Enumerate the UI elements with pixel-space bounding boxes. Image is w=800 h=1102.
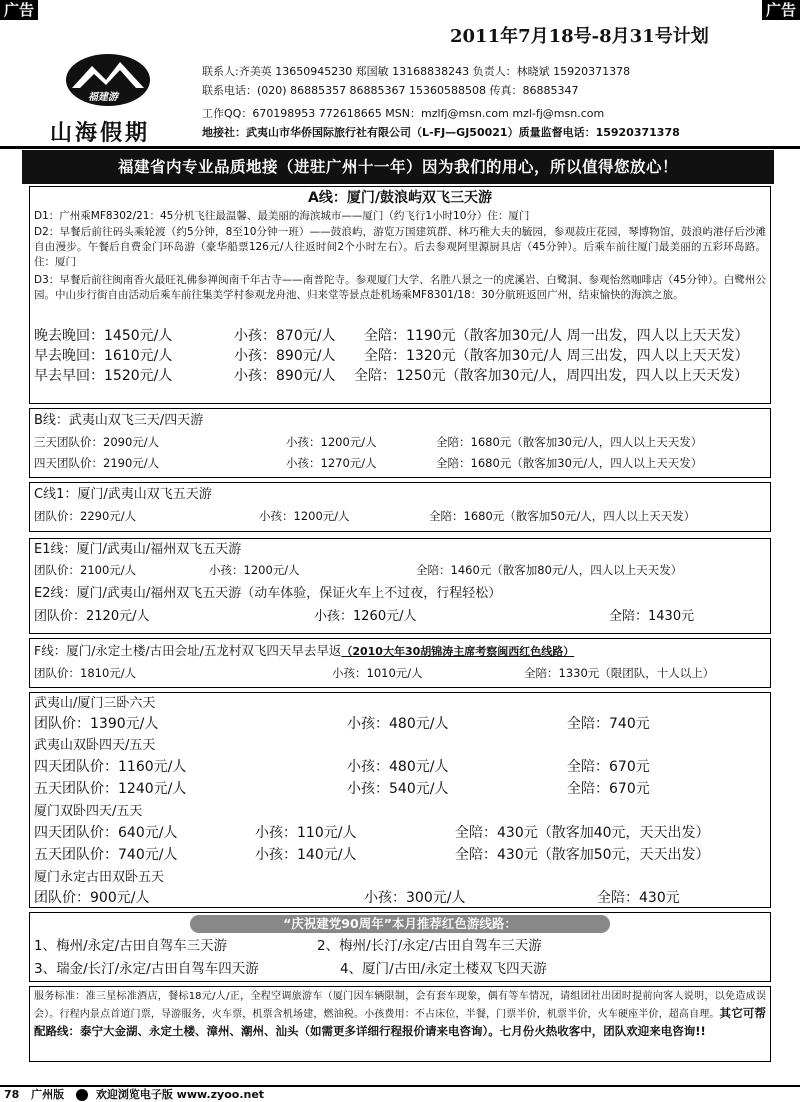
wy-sw-title: 武夷山双卧四天/五天 [34, 738, 156, 753]
line-e-box: E1线：厦门/武夷山/福州双飞五天游 团队价：2100元/人 小孩：1200元/人 全陪：1460元（散客加80元/人，四人以上天天发） E2线：厦门/武夷山/福州双飞五天游（动车体验，保证火车上不过夜，行程轻松） 团队价：2120元/人 小孩：1260元/人 全陪：1430元 [29, 538, 771, 634]
slogan-banner: 福建省内专业品质地接（进驻广州十一年）因为我们的用心，所以值得您放心！ [22, 150, 774, 184]
footer-logo-icon [76, 1089, 88, 1101]
page-number: 78 [4, 1088, 20, 1101]
ad-label-right: 广告 [762, 0, 800, 20]
red-routes-title: “庆祝建党90周年”本月推荐红色游线路： [283, 916, 517, 931]
line-a-day1: D1：广州乘MF8302/21：45分机飞往最温馨、最美丽的海滨城市——厦门（约飞行1小时10分）住：厦门 [34, 210, 530, 222]
line-f-note: （2010大年30胡锦涛主席考察闽西红色线路） [341, 645, 575, 658]
footer-tagline: 欢迎浏览电子版 www.zyoo.net [95, 1088, 265, 1101]
xm-sw-title: 厦门双卧四天/五天 [34, 804, 143, 819]
xm-yd-title: 厦门永定古田双卧五天 [34, 870, 165, 885]
company-logo [50, 52, 198, 146]
line-a-day3: D3：早餐后前往闽南香火最旺礼佛参禅闽南千年古寺——南普陀寺。参观厦门大学、名胜八景之一的虎溪岩、白鹭洞、参观怡然咖啡店（45分钟）。白鹭州公园。中山步行街自由活动后乘车前往集美学村参观龙舟池、归来堂等景点赴机场乘MF8301/18：30分航班返回广州，结束愉快的海滨之旅。 [34, 274, 766, 301]
line-e1-title: E1线：厦门/武夷山/福州双飞五天游 [34, 542, 242, 557]
ad-label-left: 广告 [0, 0, 38, 20]
service-box [29, 986, 771, 1062]
contact-line-2: 联系电话：(020) 86885357 86885367 15360588508 传真：86885347 [202, 84, 579, 97]
service-standards: 服务标准：准三星标准酒店，餐标18元/人/正，全程空调旅游车（厦门因车辆限制，会有套车现象，偶有等车情况，请组团社出团时提前向客人说明，以免造成误会）。行程内景点首道门票，导游服务，火车票，机票含机场建，燃油税。小孩费用：不占床位，半餐，门票半价，机票半价，火车硬座半价，超高自理。其它可帮配路线：泰宁大金湖、永定土楼、漳州、潮州、汕头（如需更多详细行程报价请来电咨询）。七月份火热收客中，团队欢迎来电咨询!! [34, 991, 767, 1038]
edition-label: 广州版 [31, 1088, 65, 1101]
rail-tours-box: 武夷山/厦门三卧六天 团队价：1390元/人 小孩：480元/人 全陪：740元 武夷山双卧四天/五天 四天团队价：1160元/人 小孩：480元/人 全陪：670元 五天团队价：1240元/人 小孩：540元/人 全陪：670元 厦门双卧四天/五天 四天团队价：640元/人 小孩：110元/人 全陪：430元（散客加40元，天天出发） 五天团队价：740元/人 小孩：140元/人 全陪：430元（散客加50元，天天出发） 厦门永定古田双卧五天 团队价：900元/人 小孩：300元/人 全陪：430元 [29, 692, 771, 908]
wy-xm-title: 武夷山/厦门三卧六天 [34, 696, 156, 711]
red-routes-box: “庆祝建党90周年”本月推荐红色游线路： 1、梅州/永定/古田自驾车三天游 2、梅州/长汀/永定/古田自驾车三天游 3、瑞金/长汀/永定/古田自驾车四天游 4、厦门/古田/永定土楼双飞四天游 [29, 912, 771, 982]
header-divider [0, 146, 800, 149]
line-a-title: A线：厦门/鼓浪屿双飞三天游 [308, 190, 492, 206]
line-f-title: F线：厦门/永定土楼/古田会址/五龙村双飞四天早去早返 [34, 643, 342, 658]
line-a-box: A线：厦门/鼓浪屿双飞三天游 D1：广州乘MF8302/21：45分机飞往最温馨、最美丽的海滨城市——厦门（约飞行1小时10分）住：厦门 D2：早餐后前往码头乘轮渡（约5分钟，8至10分钟一班）——鼓浪屿，游览万国建筑群、林巧稚大夫的毓园，参观菽庄花园，琴博物馆，鼓浪屿港仔后沙滩自由漫步。午餐后自费金门环岛游（豪华船票126元/人往返时间2个小时左右）。后去参观阿里源厨具店（45分钟）。后乘车前往厦门最美丽的五彩环岛路。 住：厦门 D3：早餐后前往闽南香火最旺礼佛参禅闽南千年古寺——南普陀寺。参观厦门大学、名胜八景之一的虎溪岩、白鹭洞、参观怡然咖啡店（45分钟）。白鹭州公园。中山步行街自由活动后乘车前往集美学村参观龙舟池、归来堂等景点赴机场乘MF8301/18：30分航班返回广州，结束愉快的海滨之旅。 晚去晚回：1450元/人 小孩：870元/人 全陪：1190元（散客加30元/人 周一出发，四人以上天天发） 早去晚回：1610元/人 小孩：890元/人 全陪：1320元（散客加30元/人 周三出发，四人以上天天发） 早去早回：1520元/人 小孩：890元/人 全陪：1250元（散客加30元/人，周四出发，四人以上天天发） [29, 186, 771, 404]
logo-name: 山海假期 [50, 120, 151, 146]
contact-line-3: 工作QQ：670198953 772618665 MSN：mzlfj@msn.com mzl-fj@msn.com [202, 107, 605, 120]
logo-badge: 福建游 [88, 92, 118, 103]
line-b-title: B线：武夷山双飞三天/四天游 [34, 413, 204, 428]
line-b-box: B线：武夷山双飞三天/四天游 三天团队价：2090元/人 小孩：1200元/人 全陪：1680元（散客加30元/人，四人以上天天发） 四天团队价：2190元/人 小孩：1270元/人 全陪：1680元（散客加30元/人，四人以上天天发） [29, 408, 771, 478]
line-c-box: C线1：厦门/武夷山双飞五天游 团队价：2290元/人 小孩：1200元/人 全陪：1680元（散客加50元/人，四人以上天天发） [29, 482, 771, 532]
line-e2-title: E2线：厦门/武夷山/福州双飞五天游（动车体验，保证火车上不过夜，行程轻松） [34, 586, 502, 601]
contact-line-4: 地接社：武夷山市华侨国际旅行社有限公司（L-FJ—GJ50021）质量监督电话：15920371378 [202, 126, 680, 139]
line-f-title-row [34, 642, 766, 661]
line-a-day2: D2：早餐后前往码头乘轮渡（约5分钟，8至10分钟一班）——鼓浪屿，游览万国建筑群、林巧稚大夫的毓园，参观菽庄花园，琴博物馆，鼓浪屿港仔后沙滩自由漫步。午餐后自费金门环岛游（豪华船票126元/人往返时间2个小时左右）。后去参观阿里源厨具店（45分钟）。后乘车前往厦门最美丽的五彩环岛路。 住：厦门 [34, 226, 766, 268]
contact-line-1: 联系人:齐美英 13650945230 郑国敏 13168838243 负责人：林晓斌 15920371378 [202, 65, 631, 78]
plan-title: 2011年7月18号-8月31号计划 [450, 26, 709, 47]
line-f-box: F线：厦门/永定土楼/古田会址/五龙村双飞四天早去早返（2010大年30胡锦涛主席考察闽西红色线路） 团队价：1810元/人 小孩：1010元/人 全陪：1330元（限团队，十人以上） [29, 638, 771, 688]
line-c-title: C线1：厦门/武夷山双飞五天游 [34, 487, 212, 502]
